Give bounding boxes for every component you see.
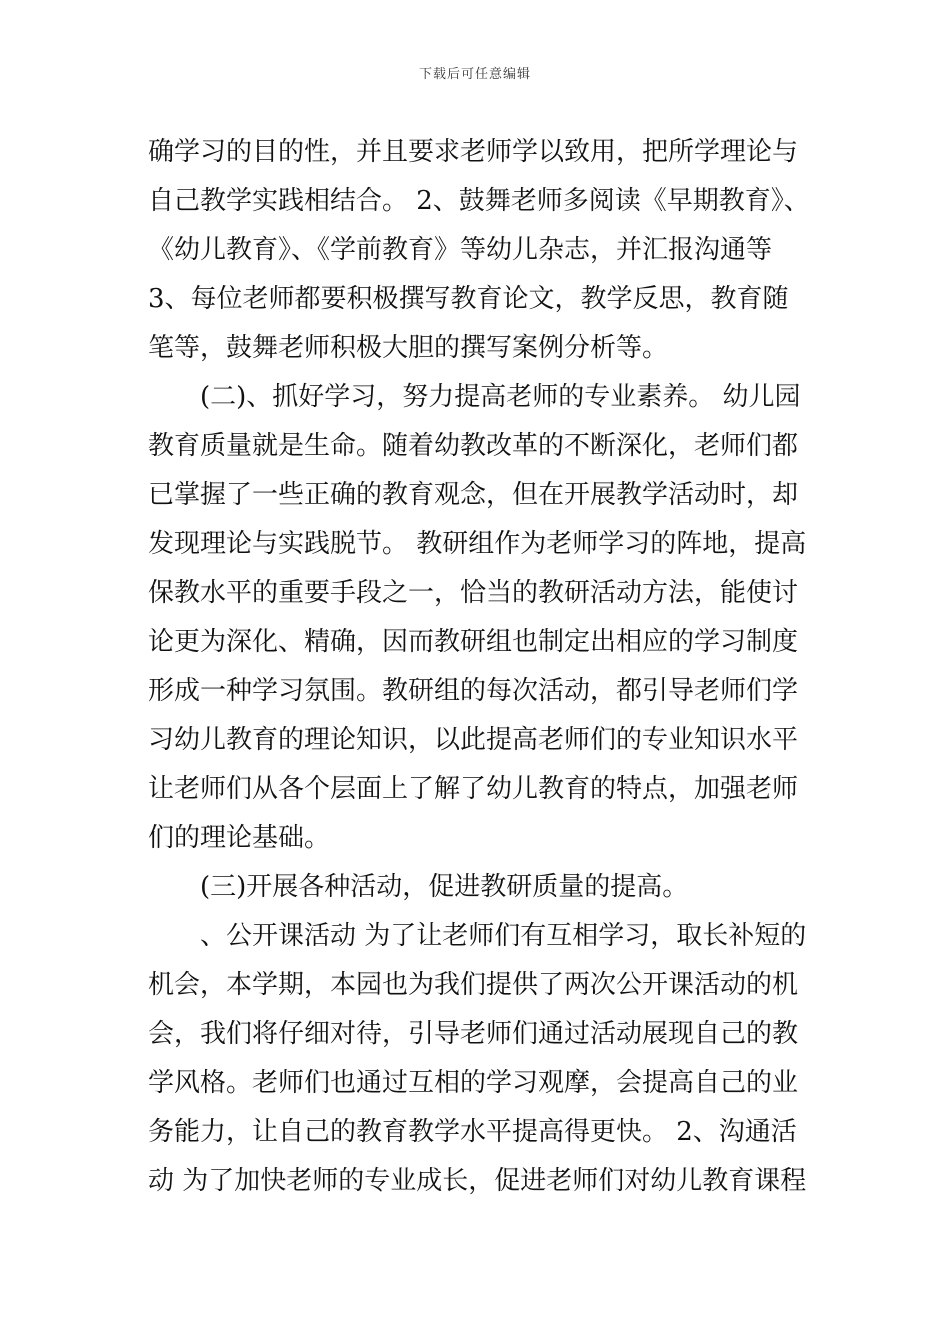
document-body <box>148 128 828 1206</box>
text-line: 习幼儿教育的理论知识，以此提高老师们的专业知识水平 <box>148 725 799 755</box>
text-line: 动 为了加快老师的专业成长，促进老师们对幼儿教育课程 <box>148 1166 807 1196</box>
text-line: 发现理论与实践脱节。 教研组作为老师学习的阵地，提高 <box>148 529 807 559</box>
text-line: 机会，本学期，本园也为我们提供了两次公开课活动的机 <box>148 970 799 1000</box>
text-line: 会，我们将仔细对待，引导老师们通过活动展现自己的教 <box>148 1019 799 1049</box>
text-line: (三)开展各种活动，促进教研质量的提高。 <box>200 872 689 902</box>
text-line: 让老师们从各个层面上了解了幼儿教育的特点，加强老师 <box>148 774 799 804</box>
text-line: 笔等，鼓舞老师积极大胆的撰写案例分析等。 <box>148 333 669 363</box>
text-line: 已掌握了一些正确的教育观念，但在开展教学活动时，却 <box>148 480 799 510</box>
text-line: 、公开课活动 为了让老师们有互相学习，取长补短的 <box>200 921 807 951</box>
text-line: 学风格。老师们也通过互相的学习观摩，会提高自己的业 <box>148 1068 799 1098</box>
text-line: 确学习的目的性，并且要求老师学以致用，把所学理论与 <box>148 137 799 167</box>
text-line: 自己教学实践相结合。 2、鼓舞老师多阅读《早期教育》、 <box>148 186 810 216</box>
text-line: 们的理论基础。 <box>148 823 331 853</box>
text-line: 形成一种学习氛围。教研组的每次活动，都引导老师们学 <box>148 676 799 706</box>
text-line: (二)、抓好学习，努力提高老师的专业素养。 幼儿园 <box>200 382 801 412</box>
text-line: 《幼儿教育》、《学前教育》等幼儿杂志，并汇报沟通等 <box>148 235 773 265</box>
text-line: 务能力，让自己的教育教学水平提高得更快。 2、沟通活 <box>148 1117 797 1147</box>
text-line: 论更为深化、精确，因而教研组也制定出相应的学习制度 <box>148 627 799 657</box>
text-line: 3、每位老师都要积极撰写教育论文，教学反思，教育随 <box>148 284 789 314</box>
text-line: 教育质量就是生命。随着幼教改革的不断深化，老师们都 <box>148 431 799 461</box>
page-header: 下载后可任意编辑 <box>418 67 531 82</box>
text-line: 保教水平的重要手段之一，恰当的教研活动方法，能使讨 <box>148 578 799 608</box>
